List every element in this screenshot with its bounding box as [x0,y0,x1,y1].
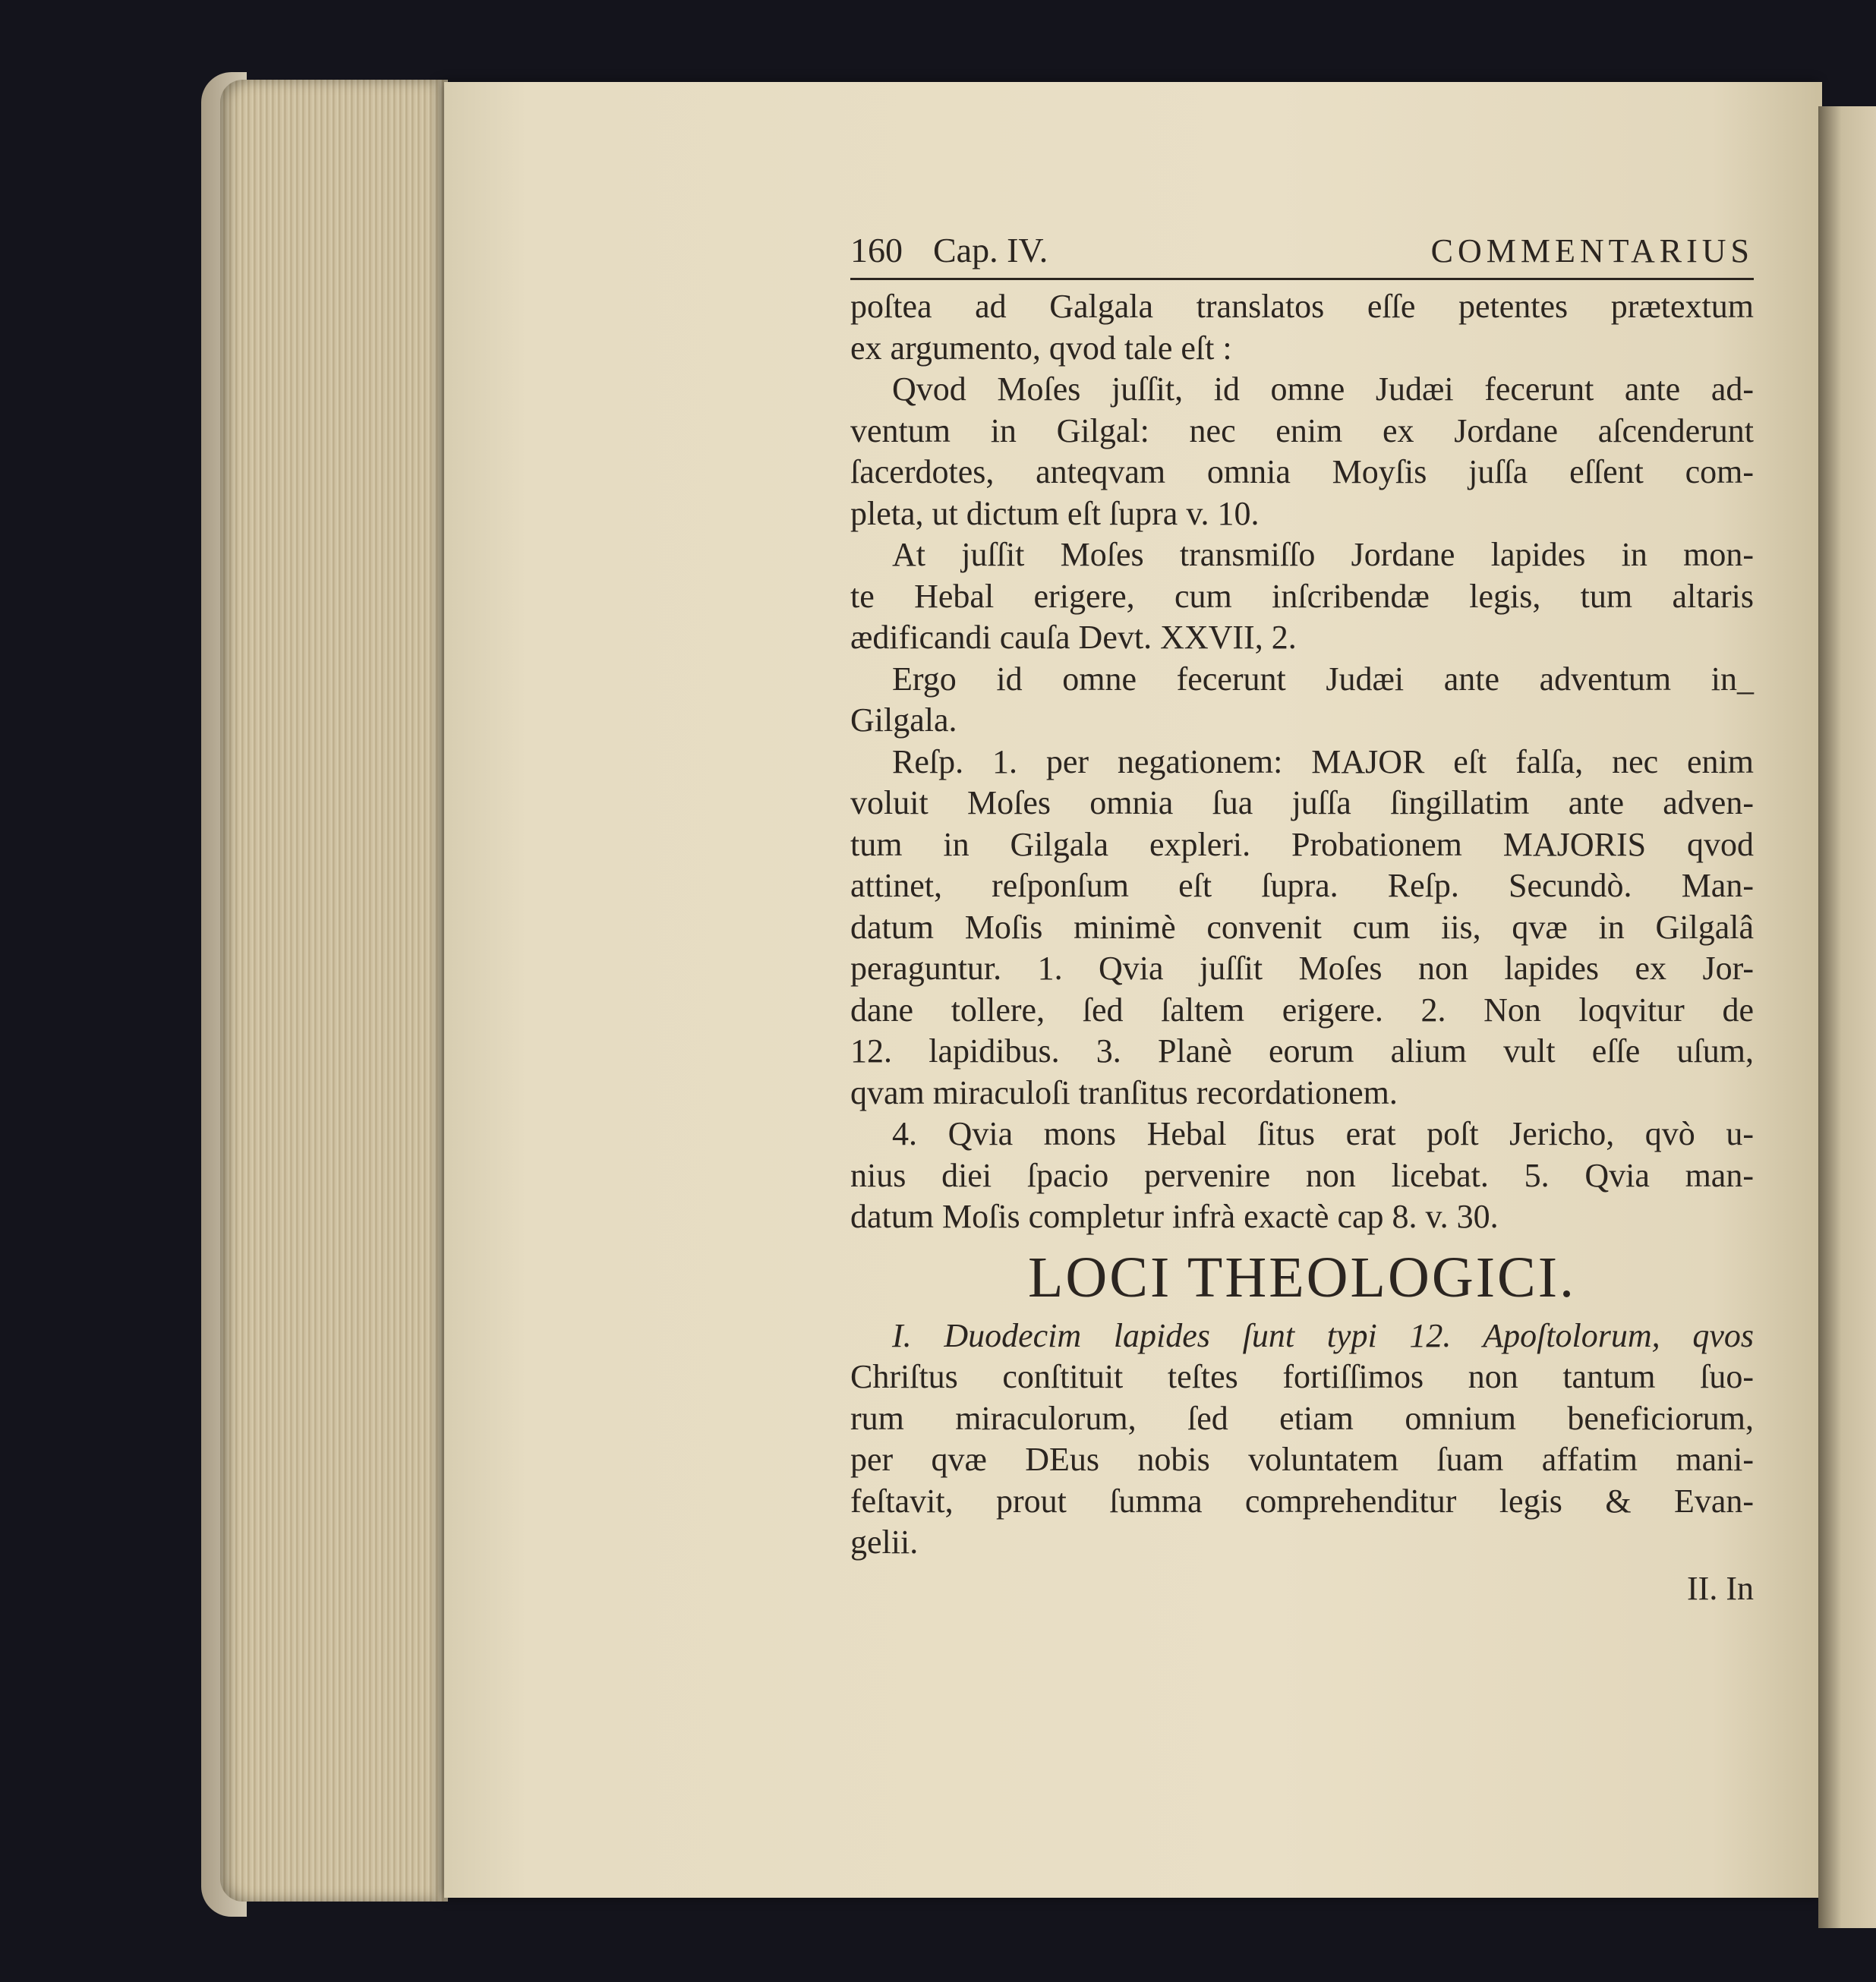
text-line: gelii. [850,1524,919,1561]
text-line: nius diei ſpacio pervenire non licebat. 5. Qvia man- [850,1156,1754,1194]
text-line: pleta, ut dictum eſt ſupra v. 10. [850,494,1260,532]
running-title: COMMENTARIUS [1430,232,1754,269]
page-number: 160 [850,231,903,269]
section-heading: LOCI THEOLOGICI. [1027,1245,1577,1309]
text-line: Ergo id omne fecerunt Judæi ante adventum in_ [892,660,1754,698]
text-line: Gilgala. [850,701,957,739]
facing-page-edge [1818,106,1876,1928]
text-line: Chriſtus conſtituit teſtes fortiſſimos non tantum ſuo- [850,1358,1754,1395]
text-line: 4. Qvia mons Hebal ſitus erat poſt Jericho, qvò u- [892,1115,1754,1152]
text-line: qvam miraculoſi tranſitus recordationem. [850,1073,1398,1111]
text-line: ventum in Gilgal: nec enim ex Jordane aſcenderunt [850,411,1754,449]
text-line: attinet, reſponſum eſt ſupra. Reſp. Secundò. Man- [850,867,1754,904]
text-line: poſtea ad Galgala translatos eſſe petentes prætextum [850,288,1754,325]
text-line: At juſſit Moſes transmiſſo Jordane lapides in mon- [892,536,1754,573]
page-text [850,232,1754,1609]
text-line: 12. lapidibus. 3. Planè eorum alium vult eſſe uſum, [850,1032,1754,1070]
text-line: datum Moſis minimè convenit cum iis, qvæ in Gilgalâ [850,908,1754,946]
text-line: ædificandi cauſa Devt. XXVII, 2. [850,619,1297,656]
text-line: voluit Moſes omnia ſua juſſa ſingillatim ante adven- [850,784,1754,821]
page-block-edge [220,80,448,1902]
body-text [850,286,1754,1238]
chapter-label: Cap. IV. [933,231,1048,269]
text-line: datum Moſis completur infrà exactè cap 8. v. 30. [850,1198,1499,1235]
text-line: I. Duodecim lapides ſunt typi 12. Apoſtolorum, qvos [892,1316,1754,1354]
text-line: ex argumento, qvod tale eſt : [850,329,1232,367]
text-line: rum miraculorum, ſed etiam omnium beneficiorum, [850,1399,1754,1437]
text-line: peraguntur. 1. Qvia juſſit Moſes non lapides ex Jor- [850,950,1754,987]
text-line: feſtavit, prout ſumma comprehenditur legis & Evan- [850,1482,1754,1520]
text-line: te Hebal erigere, cum inſcribendæ legis, tum altaris [850,577,1754,615]
catchword: II. In [1687,1569,1754,1607]
running-header [850,232,1754,280]
text-line: dane tollere, ſed ſaltem erigere. 2. Non loqvitur de [850,991,1754,1029]
text-line: Qvod Moſes juſſit, id omne Judæi fecerunt ante ad- [892,370,1754,408]
section-text [850,1316,1754,1564]
text-line: Reſp. 1. per negationem: MAJOR eſt falſa, nec enim [892,742,1754,780]
text-line: ſacerdotes, anteqvam omnia Moyſis juſſa eſſent com- [850,453,1754,490]
text-line: per qvæ DEus nobis voluntatem ſuam affatim mani- [850,1441,1754,1478]
text-line: tum in Gilgala expleri. Probationem MAJORIS qvod [850,825,1754,863]
